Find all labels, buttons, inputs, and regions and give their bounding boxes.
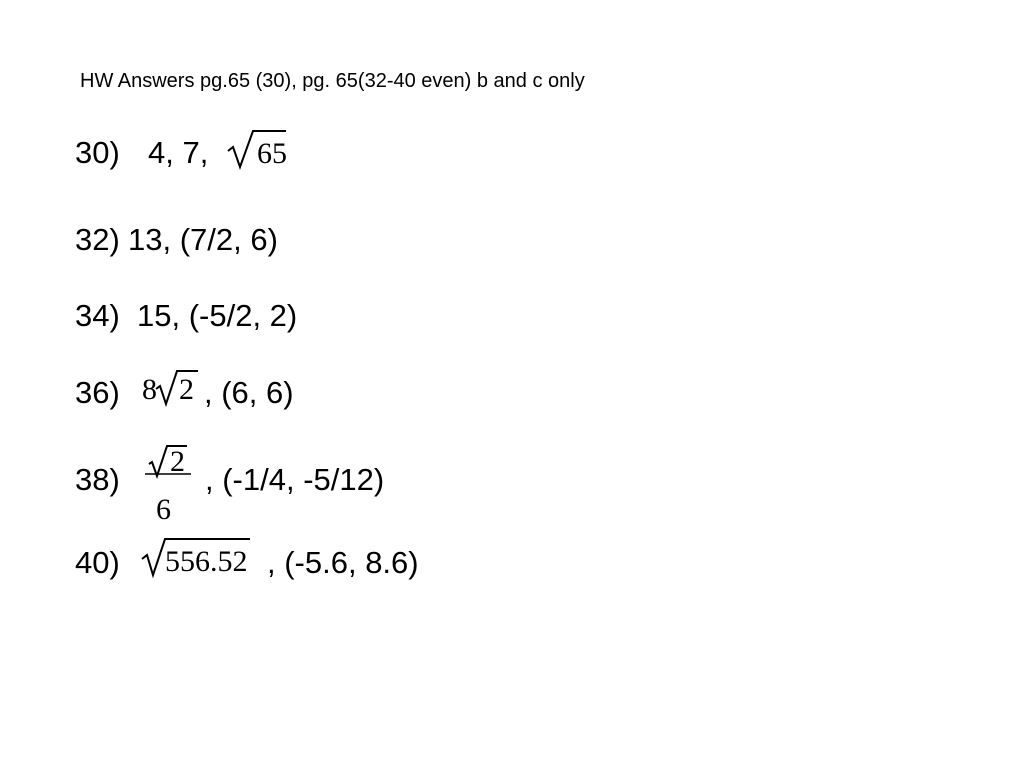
radicand: 2 xyxy=(170,445,185,478)
coefficient: 8 xyxy=(142,373,157,406)
slide-title: HW Answers pg.65 (30), pg. 65(32-40 even) b and c only xyxy=(80,70,585,92)
answer-text: , (6, 6) xyxy=(204,375,294,410)
answer-text: , (-1/4, -5/12) xyxy=(205,462,385,497)
problem-number: 38) xyxy=(75,462,120,497)
answer-30 xyxy=(75,135,475,185)
problem-number: 36) xyxy=(75,375,120,410)
answer-34 xyxy=(75,298,475,338)
problem-number: 40) xyxy=(75,545,120,580)
radicand: 65 xyxy=(257,137,287,170)
radicand: 556.52 xyxy=(165,545,248,578)
problem-number: 30) xyxy=(75,135,120,170)
radicand: 2 xyxy=(179,373,194,406)
answer-36 xyxy=(75,375,475,415)
answer-38 xyxy=(75,445,495,526)
answer-32 xyxy=(75,222,475,262)
answer-text: 4, 7, xyxy=(148,135,209,170)
problem-number: 34) xyxy=(75,298,120,333)
answer-text: , (-5.6, 8.6) xyxy=(267,545,419,580)
problem-number: 32) xyxy=(75,222,120,257)
answer-40 xyxy=(75,545,495,590)
denominator: 6 xyxy=(156,493,171,526)
answer-text: 15, (-5/2, 2) xyxy=(137,298,298,333)
answer-text: 13, (7/2, 6) xyxy=(128,222,278,257)
